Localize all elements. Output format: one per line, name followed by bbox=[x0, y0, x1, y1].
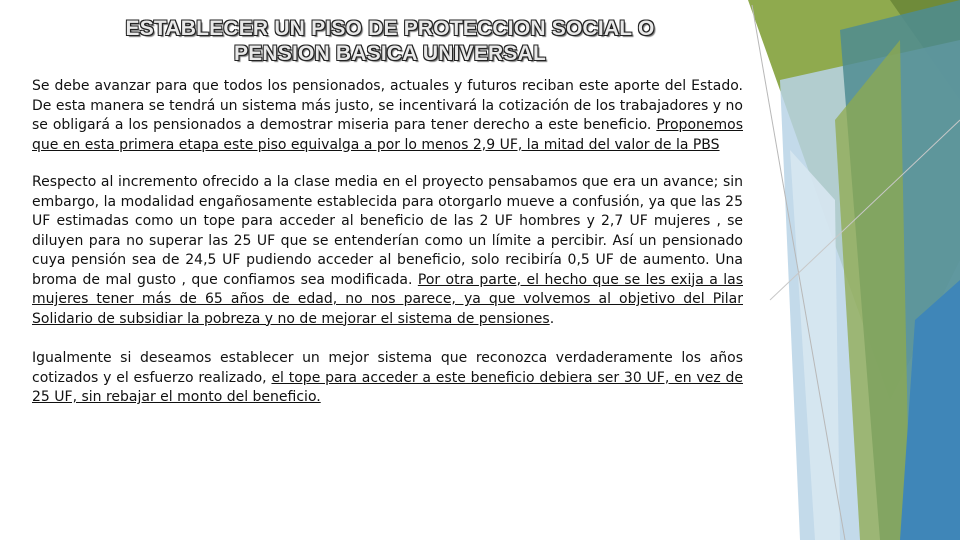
paragraph-3 bbox=[32, 349, 743, 408]
paragraph-1-text: Se debe avanzar para que todos los pensionados, actuales y futuros reciban este aporte del Estado. De esta manera se tendrá un sistema más justo, se incentivará la cotización de los trabajadores y no se obligará a los pensionados a demostrar miseria para tener derecho a este beneficio. bbox=[32, 78, 743, 133]
paragraph-3-text: Igualmente si deseamos establecer un mejor sistema que reconozca verdaderamente los años cotizados y el esfuerzo realizado, bbox=[32, 350, 743, 386]
paragraph-2-trailing: . bbox=[549, 310, 555, 327]
paragraph-1 bbox=[32, 77, 743, 155]
slide-body bbox=[32, 77, 743, 408]
paragraph-1-underlined: Proponemos que en esta primera etapa este piso equivalga a por lo menos 2,9 UF, la mitad del valor de la PBS bbox=[32, 117, 743, 153]
slide-title bbox=[40, 16, 740, 66]
paragraph-3-underlined: el tope para acceder a este beneficio debiera ser 30 UF, en vez de 25 UF, sin rebajar el monto del beneficio. bbox=[32, 369, 743, 405]
paragraph-2 bbox=[32, 173, 743, 329]
title-line-2: PENSION BASICA UNIVERSAL bbox=[233, 42, 547, 65]
title-line-1: ESTABLECER UN PISO DE PROTECCION SOCIAL O bbox=[125, 17, 655, 40]
paragraph-2-underlined: Por otra parte, el hecho que se les exija a las mujeres tener más de 65 años de edad, no nos parece, ya que volvemos al objetivo del Pilar Solidario de subsidiar la pobreza y no de mejorar el sistema de pensiones bbox=[32, 271, 743, 327]
paragraph-2-text: Respecto al incremento ofrecido a la clase media en el proyecto pensabamos que era un avance; sin embargo, la modalidad engañosamente establecida para otorgarlo mueve a confusión, ya que las 25 UF estimadas como un tope para acceder al beneficio de las 2 UF hombres y 2,7 UF mujeres , se diluyen para no superar las 25 UF que se entenderían como un límite a percibir. Así un pensionado cuya pensión sea de 24,5 UF pudiendo acceder al beneficio, solo recibiría 0,5 UF de aumento. Una broma de mal gusto , que confiamos sea modificada. bbox=[32, 174, 743, 288]
